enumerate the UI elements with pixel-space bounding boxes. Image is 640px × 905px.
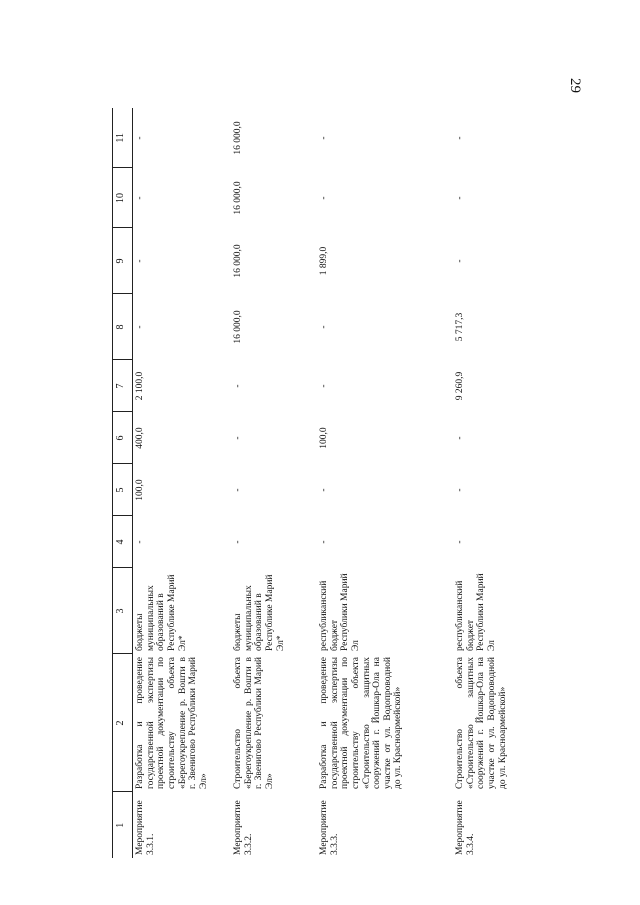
table-row (231, 108, 317, 858)
rotated-table-container (112, 108, 532, 858)
measure-description: Строительство объекта «Строительство защитных сооружений г. Йошкар-Ола на участке от ул. Водопроводной до ул. Красноармейской» (455, 657, 508, 789)
table-row (453, 108, 537, 858)
value-cell: - (455, 540, 465, 544)
value-cell: 16 000,0 (233, 121, 243, 155)
value-cell: - (319, 488, 329, 492)
col-header-7: 7 (113, 360, 133, 412)
value-cell: 2 100,0 (135, 371, 145, 401)
value-cell: 100,0 (135, 479, 145, 501)
col-header-3: 3 (113, 568, 133, 654)
table-row (317, 108, 453, 858)
value-cell: 16 000,0 (233, 244, 243, 278)
value-cell: 1 899,0 (319, 246, 329, 276)
funding-source: республиканский бюджет Республики Марий Эл (455, 573, 497, 651)
col-header-11: 11 (113, 108, 133, 168)
value-cell: - (135, 540, 145, 544)
value-cell: - (135, 136, 145, 140)
value-cell: - (455, 196, 465, 200)
col-header-1: 1 (113, 792, 133, 858)
value-cell: 100,0 (319, 427, 329, 449)
col-header-8: 8 (113, 294, 133, 360)
measure-id: Мероприятие 3.3.2. (233, 800, 254, 855)
value-cell: 9 260,9 (455, 371, 465, 401)
value-cell: 16 000,0 (233, 310, 243, 344)
value-cell: 400,0 (135, 427, 145, 449)
value-cell: - (455, 259, 465, 263)
value-cell: - (135, 196, 145, 200)
value-cell: - (233, 488, 243, 492)
measure-description: Разработка и проведение государственной экспертизы проектной документации по строительству объекта «Берегоукрепление р. Вошти в г. Звенигово Республики Марий Эл» (135, 657, 209, 789)
value-cell: - (455, 136, 465, 140)
measure-description: Строительство объекта «Берегоукрепление р. Вошти в г. Звенигово Республики Марий Эл» (233, 657, 275, 789)
value-cell: - (319, 136, 329, 140)
value-cell: - (319, 196, 329, 200)
value-cell: - (233, 436, 243, 440)
value-cell: - (319, 384, 329, 388)
page-number: 29 (567, 78, 583, 93)
value-cell: - (135, 259, 145, 263)
value-cell: - (233, 384, 243, 388)
col-header-9: 9 (113, 228, 133, 294)
header-row (113, 108, 133, 858)
col-header-5: 5 (113, 464, 133, 516)
measure-description: Разработка и проведение государственной экспертизы проектной документации по строительству объекта «Строительство защитных сооружений г. Йошкар-Ола на участке от ул. Водопроводной до ул. Красноармейской» (319, 657, 404, 789)
col-header-6: 6 (113, 412, 133, 464)
col-header-2: 2 (113, 654, 133, 792)
col-header-4: 4 (113, 516, 133, 568)
measure-id: Мероприятие 3.3.1. (135, 800, 156, 855)
funding-source: бюджеты муниципальных образований в Республике Марий Эл* (233, 574, 286, 651)
value-cell: - (319, 540, 329, 544)
value-cell: - (135, 325, 145, 329)
funding-table (112, 108, 537, 858)
value-cell: - (233, 540, 243, 544)
funding-source: бюджеты муниципальных образований в Республике Марий Эл* (135, 574, 188, 651)
funding-source: республиканский бюджет Республики Марий Эл (319, 573, 361, 651)
value-cell: - (455, 436, 465, 440)
measure-id: Мероприятие 3.3.3. (319, 800, 340, 855)
value-cell: - (319, 325, 329, 329)
value-cell: 16 000,0 (233, 181, 243, 215)
col-header-10: 10 (113, 168, 133, 228)
value-cell: 5 717,3 (455, 312, 465, 342)
table-row (133, 108, 232, 858)
value-cell: - (455, 488, 465, 492)
measure-id: Мероприятие 3.3.4. (455, 800, 476, 855)
